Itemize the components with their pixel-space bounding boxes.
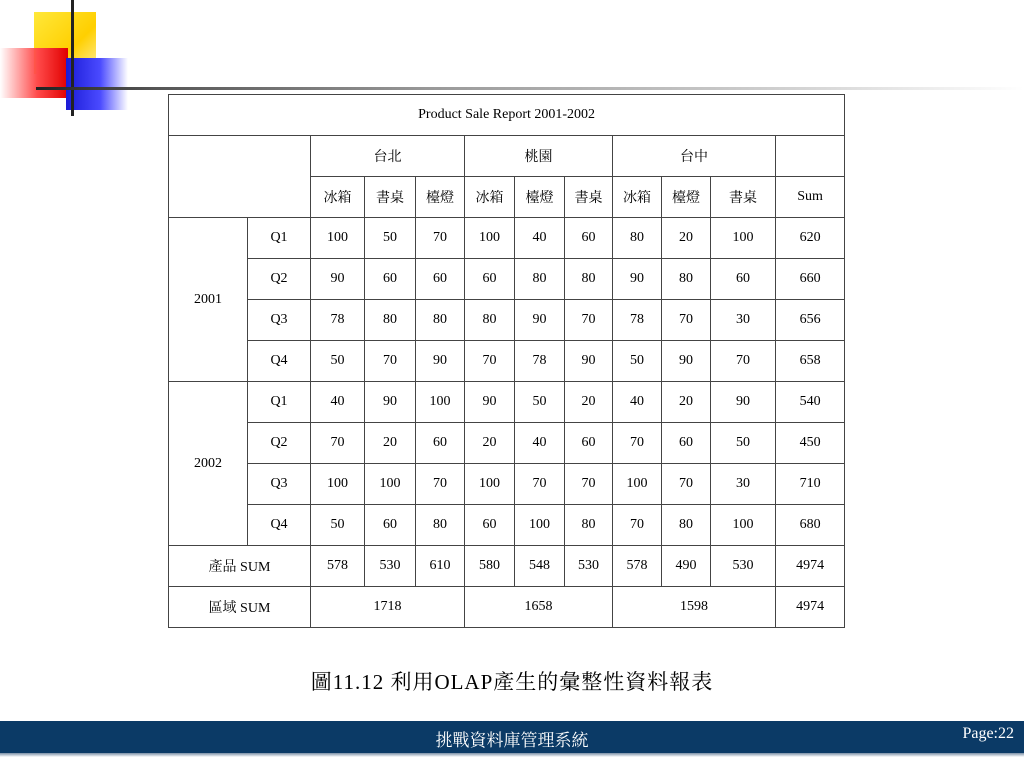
value-cell: 60 [465,259,515,300]
row-sum-cell: 656 [776,300,845,341]
quarter-cell: Q2 [248,423,311,464]
quarter-cell: Q3 [248,464,311,505]
value-cell: 60 [416,423,465,464]
value-cell: 50 [515,382,565,423]
value-cell: 20 [662,218,711,259]
value-cell: 78 [311,300,365,341]
value-cell: 50 [311,505,365,546]
value-cell: 50 [613,341,662,382]
value-cell: 90 [662,341,711,382]
product-sum-total: 4974 [776,546,845,587]
table-row [169,464,845,505]
product-sum-cell: 530 [711,546,776,587]
value-cell: 30 [711,464,776,505]
row-sum-cell: 660 [776,259,845,300]
product-sum-cell: 610 [416,546,465,587]
region-sum-label: 區域 SUM [169,587,311,628]
product-sum-cell: 530 [365,546,416,587]
value-cell: 100 [711,218,776,259]
value-cell: 40 [311,382,365,423]
footer-shadow [0,753,1024,757]
product-sum-cell: 578 [613,546,662,587]
row-sum-cell: 710 [776,464,845,505]
value-cell: 80 [565,259,613,300]
value-cell: 50 [365,218,416,259]
value-cell: 90 [565,341,613,382]
product-sum-cell: 548 [515,546,565,587]
value-cell: 80 [662,259,711,300]
value-cell: 50 [711,423,776,464]
sales-report-table [168,94,845,628]
value-cell: 40 [613,382,662,423]
product-header: 書桌 [565,177,613,218]
value-cell: 70 [311,423,365,464]
region-header: 台北 [311,136,465,177]
value-cell: 20 [565,382,613,423]
table-row [169,341,845,382]
table-row [169,218,845,259]
value-cell: 70 [711,341,776,382]
row-sum-cell: 658 [776,341,845,382]
product-sum-cell: 578 [311,546,365,587]
year-cell: 2001 [169,218,248,382]
value-cell: 80 [465,300,515,341]
value-cell: 90 [365,382,416,423]
value-cell: 70 [416,464,465,505]
value-cell: 60 [365,259,416,300]
value-cell: 60 [565,423,613,464]
footer-title: 挑戰資料庫管理系統 [435,731,589,751]
table-row [169,259,845,300]
value-cell: 80 [515,259,565,300]
value-cell: 90 [416,341,465,382]
product-sum-cell: 580 [465,546,515,587]
quarter-cell: Q1 [248,218,311,259]
value-cell: 20 [662,382,711,423]
logo-vertical-line [71,0,74,116]
year-cell: 2002 [169,382,248,546]
corner-cell [169,136,311,218]
value-cell: 20 [365,423,416,464]
value-cell: 70 [662,300,711,341]
value-cell: 70 [662,464,711,505]
product-header: 冰箱 [465,177,515,218]
product-sum-cell: 530 [565,546,613,587]
value-cell: 100 [311,218,365,259]
value-cell: 100 [465,218,515,259]
row-sum-cell: 620 [776,218,845,259]
value-cell: 60 [711,259,776,300]
value-cell: 70 [565,464,613,505]
figure-caption: 圖11.12 利用OLAP產生的彙整性資料報表 [310,670,714,694]
region-header: 桃園 [465,136,613,177]
logo-blue-square [66,58,128,110]
table-row [169,505,845,546]
product-header: 檯燈 [662,177,711,218]
product-sum-cell: 490 [662,546,711,587]
region-sum-total: 4974 [776,587,845,628]
value-cell: 80 [365,300,416,341]
value-cell: 60 [416,259,465,300]
value-cell: 60 [365,505,416,546]
value-cell: 70 [613,505,662,546]
value-cell: 100 [465,464,515,505]
product-header: 檯燈 [416,177,465,218]
value-cell: 60 [465,505,515,546]
value-cell: 90 [465,382,515,423]
value-cell: 50 [311,341,365,382]
row-sum-cell: 450 [776,423,845,464]
header-rule [36,87,1024,90]
product-header: 書桌 [365,177,416,218]
region-sum-cell: 1718 [311,587,465,628]
logo-red-square [0,48,68,98]
value-cell: 70 [565,300,613,341]
value-cell: 90 [311,259,365,300]
value-cell: 100 [365,464,416,505]
product-header: 檯燈 [515,177,565,218]
region-header-blank [776,136,845,177]
row-sum-cell: 680 [776,505,845,546]
value-cell: 60 [662,423,711,464]
table-row [169,382,845,423]
product-header: 冰箱 [613,177,662,218]
value-cell: 40 [515,423,565,464]
value-cell: 100 [416,382,465,423]
value-cell: 90 [515,300,565,341]
value-cell: 100 [515,505,565,546]
value-cell: 70 [465,341,515,382]
sum-header: Sum [776,177,845,218]
quarter-cell: Q4 [248,505,311,546]
page-number: Page:22 [962,725,1014,742]
value-cell: 20 [465,423,515,464]
quarter-cell: Q4 [248,341,311,382]
value-cell: 100 [613,464,662,505]
value-cell: 70 [613,423,662,464]
value-cell: 80 [416,505,465,546]
region-sum-cell: 1658 [465,587,613,628]
value-cell: 90 [711,382,776,423]
product-header: 書桌 [711,177,776,218]
row-sum-cell: 540 [776,382,845,423]
value-cell: 60 [565,218,613,259]
value-cell: 90 [613,259,662,300]
value-cell: 40 [515,218,565,259]
report-title: Product Sale Report 2001-2002 [169,95,845,136]
table-row [169,423,845,464]
value-cell: 80 [662,505,711,546]
value-cell: 30 [711,300,776,341]
value-cell: 80 [416,300,465,341]
product-sum-label: 產品 SUM [169,546,311,587]
quarter-cell: Q3 [248,300,311,341]
value-cell: 80 [613,218,662,259]
region-sum-cell: 1598 [613,587,776,628]
value-cell: 100 [711,505,776,546]
value-cell: 100 [311,464,365,505]
value-cell: 70 [365,341,416,382]
value-cell: 80 [565,505,613,546]
product-header: 冰箱 [311,177,365,218]
value-cell: 70 [515,464,565,505]
quarter-cell: Q2 [248,259,311,300]
value-cell: 78 [613,300,662,341]
footer-bar [0,721,1024,753]
table-row [169,300,845,341]
region-header: 台中 [613,136,776,177]
value-cell: 78 [515,341,565,382]
quarter-cell: Q1 [248,382,311,423]
value-cell: 70 [416,218,465,259]
